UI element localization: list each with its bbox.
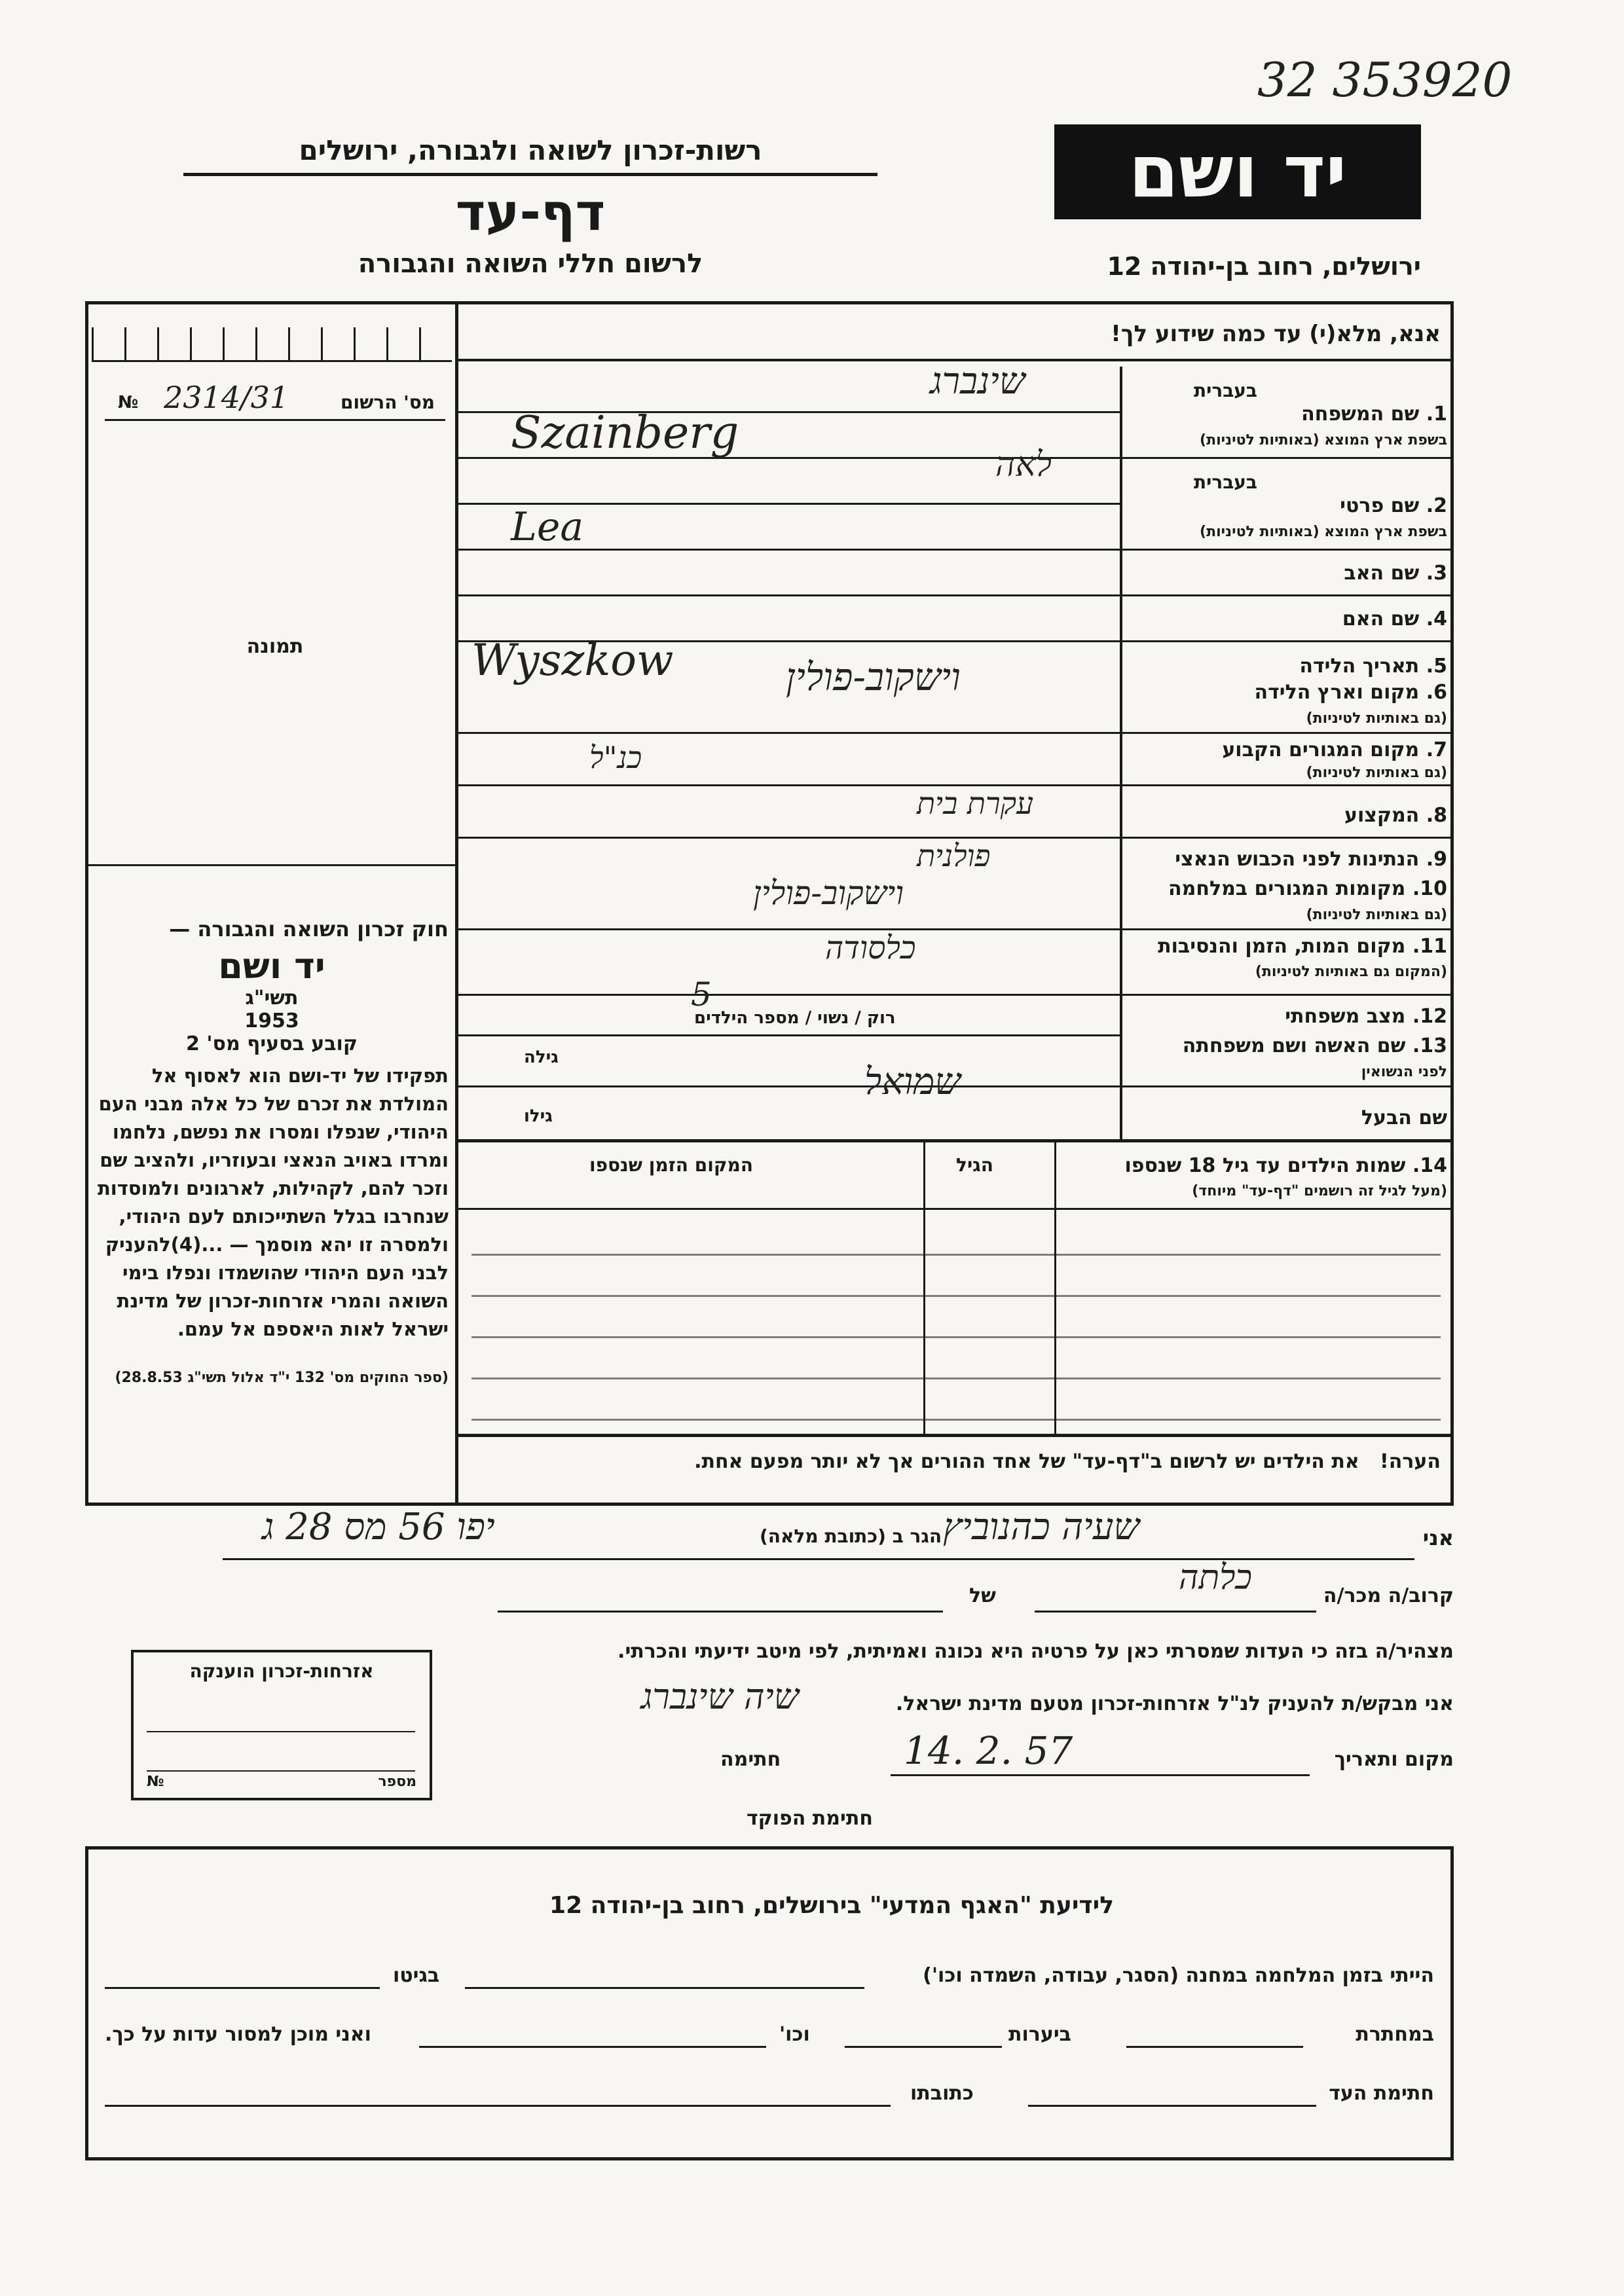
field-6-hebrew-value: וישקוב-פולין bbox=[786, 655, 961, 699]
declaration-relative-label: קרוב/ה מכר/ה bbox=[1323, 1584, 1454, 1607]
declaration-signature-hand: שיה שינברג bbox=[640, 1676, 799, 1717]
field-12-children-count: 5 bbox=[691, 975, 712, 1013]
logo-text: יד ושם bbox=[1128, 130, 1347, 213]
field-6-latin-value: Wyszkow bbox=[471, 635, 674, 685]
field-8 bbox=[458, 786, 1454, 838]
footer-line-1 bbox=[98, 1958, 1441, 2003]
field-8-value: עקרת בית bbox=[917, 786, 1034, 821]
registration-value: 2314/31 bbox=[164, 380, 289, 415]
field-husband-age-label: גילו bbox=[524, 1106, 553, 1126]
children-rows bbox=[471, 1214, 1441, 1424]
field-4-label: 4. שם האם bbox=[1342, 608, 1447, 630]
registration-label: מס' הרשום bbox=[341, 392, 435, 413]
declaration-relation: כלתה bbox=[1179, 1558, 1252, 1597]
field-13-age-label: גילה bbox=[524, 1048, 559, 1067]
field-1-in-hebrew: בעברית bbox=[1193, 380, 1257, 401]
field-7-value: כנ"ל bbox=[589, 740, 642, 775]
registration-underline bbox=[105, 419, 445, 421]
signature-label: חתימה bbox=[720, 1748, 781, 1771]
footer-address: כתובתו bbox=[910, 2082, 974, 2105]
field-12 bbox=[458, 975, 1454, 1034]
children-header: 14. שמות הילדים עד גיל 18 שנספו bbox=[1124, 1154, 1447, 1177]
photo-label: תמונה bbox=[246, 635, 304, 658]
field-6-sub: (גם באותיות לטיניות) bbox=[1306, 710, 1447, 727]
field-13-label: 13. שם האשה ושם משפחתה bbox=[1182, 1034, 1447, 1057]
field-8-label: 8. המקצוע bbox=[1344, 804, 1447, 827]
declaration-date: 14. 2. 57 bbox=[904, 1728, 1073, 1773]
field-1-sub: בשפת ארץ המוצא (באותיות לטיניות) bbox=[1200, 432, 1447, 448]
field-12-label: 12. מצב משפחתי bbox=[1285, 1005, 1447, 1028]
field-2 bbox=[458, 445, 1454, 550]
remark-top-line bbox=[458, 1434, 1454, 1437]
declaration-line-3 bbox=[458, 1728, 1454, 1781]
children-col-age: הגיל bbox=[956, 1154, 993, 1176]
form-title: דף-עד bbox=[455, 183, 606, 242]
declaration-name: שעיה כהנוביץ bbox=[943, 1506, 1140, 1548]
field-13-sub: לפני הנשואין bbox=[1361, 1064, 1447, 1080]
declaration-line-1 bbox=[223, 1506, 1454, 1565]
yad-vashem-logo bbox=[1054, 124, 1421, 219]
field-11-sub: (המקום גם באותיות לטיניות) bbox=[1255, 964, 1447, 980]
declaration-request: אני מבקש/ת להעניק לנ"ל אזרחות-זכרון מטעם מדינת ישראל. bbox=[895, 1692, 1454, 1715]
authority-line: רשות-זכרון לשואה ולגבורה, ירושלים bbox=[183, 134, 877, 176]
field-11-label: 11. מקום המות, הזמן והנסיבות bbox=[1158, 935, 1447, 958]
declaration-of-label: של bbox=[969, 1584, 996, 1607]
form-subtitle: לרשום חללי השואה והגבורה bbox=[358, 249, 703, 279]
field-husband-label: שם הבעל bbox=[1361, 1106, 1447, 1129]
field-10-value: וישקוב-פולין bbox=[753, 874, 904, 912]
remark-text: את הילדים יש לרשום ב"דף-עד" של אחד ההורים אך לא יותר מפעם אחת. bbox=[694, 1450, 1359, 1473]
law-name: יד ושם bbox=[218, 945, 325, 987]
field-10-sub: (גם באותיות לטיניות) bbox=[1306, 907, 1447, 923]
certificate-no: № bbox=[147, 1774, 164, 1790]
field-1-hebrew-value: שינברג bbox=[930, 360, 1025, 403]
footer-underground: במחתרת bbox=[1356, 2023, 1434, 2046]
field-7 bbox=[458, 733, 1454, 786]
field-12-options: רוק / נשוי / מספר הילדים bbox=[694, 1008, 896, 1028]
declaration-line-4 bbox=[458, 1787, 917, 1840]
field-2-label: 2. שם פרטי bbox=[1340, 494, 1447, 517]
declaration-address: יפו 56 מס 28 ג bbox=[262, 1506, 495, 1548]
law-year-heb: תשי"ג bbox=[245, 987, 299, 1010]
field-9-value: פולנית bbox=[917, 838, 991, 873]
field-5-label: 5. תאריך הלידה bbox=[1299, 655, 1447, 678]
footer-witness-signature: חתימת העד bbox=[1329, 2082, 1434, 2105]
field-9-label: 9. הנתינות לפני הכבוש הנאצי bbox=[1175, 848, 1447, 871]
footer-title: לידיעת "האגף המדעי" בירושלים, רחוב בן-יהודה 12 bbox=[549, 1892, 1114, 1919]
field-11-value: כלסודה bbox=[825, 930, 916, 966]
children-note: (מעל לגיל זה רושמים "דף-עד" מיוחד) bbox=[1192, 1183, 1447, 1199]
footer-line1-text: הייתי בזמן המלחמה במחנה (הסגר, עבודה, השמדה וכו') bbox=[923, 1964, 1434, 1987]
remark bbox=[465, 1450, 1441, 1473]
law-section: קובע בסעיף מס' 2 bbox=[186, 1032, 358, 1055]
field-3-label: 3. שם האב bbox=[1344, 562, 1447, 585]
photo-area-bottom bbox=[85, 864, 458, 866]
field-10-label: 10. מקומות המגורים במלחמה bbox=[1168, 877, 1447, 900]
law-year: 1953 bbox=[244, 1010, 299, 1032]
footer-line-2 bbox=[98, 2016, 1441, 2062]
law-body: תפקידו של יד-ושם הוא לאסוף אל המולדת את זכרם של כל אלה מבני העם היהודי, שנפלו ומסרו את נפשם, נלחמו ומרדו באויב הנאצי ובעוזריו, ולהציב שם וזכר להם, לקהילות, לארגונים ולמוסדות שנחרבו בגלל השתייכותם לעם היהודי, ולמסרה זו יהא מוסמך — ...(4)להעניק לבני העם היהודי שהושמדו ונפלו בימי השואה והמרי אזרחות-זכרון של מדינת ישראל לאות היאספם אל עמם. bbox=[97, 1065, 449, 1340]
registration-row bbox=[92, 380, 452, 419]
field-7-sub: (גם באותיות לטיניות) bbox=[1306, 765, 1447, 781]
footer-line-3 bbox=[98, 2075, 1441, 2121]
field-husband-value: שמואל bbox=[864, 1061, 961, 1103]
registration-ticks bbox=[92, 327, 452, 362]
law-title: חוק זכרון השואה והגבורה — bbox=[169, 917, 449, 941]
declaration-resident-label: הגר ב (כתובת מלאה) bbox=[760, 1525, 942, 1547]
footer-forests: ביערות bbox=[1008, 2023, 1071, 2046]
official-signature-label: חתימת הפוקד bbox=[747, 1807, 873, 1830]
footer-willing: ואני מוכן למסור עדות על כך. bbox=[105, 2023, 371, 2046]
certificate-number-label: מספר bbox=[378, 1774, 416, 1790]
footer-etc: וכו' bbox=[779, 2023, 810, 2046]
field-2-sub: בשפת ארץ המוצא (באותיות לטיניות) bbox=[1200, 524, 1447, 540]
field-9 bbox=[458, 838, 1454, 877]
law-box bbox=[95, 917, 449, 1386]
field-1-label: 1. שם המשפחה bbox=[1301, 403, 1447, 426]
field-2-hebrew-value: לאה bbox=[995, 445, 1052, 484]
fields-table bbox=[458, 360, 1454, 1139]
remark-label: הערה! bbox=[1380, 1450, 1441, 1473]
place-date-label: מקום ותאריך bbox=[1334, 1748, 1454, 1771]
children-section bbox=[458, 1142, 1454, 1434]
certificate-box bbox=[131, 1650, 432, 1800]
field-7-label: 7. מקום המגורים הקבוע bbox=[1222, 738, 1447, 761]
field-2-in-hebrew: בעברית bbox=[1193, 471, 1257, 493]
law-citation: (ספר החוקים מס' 132 י"ד אלול תשי"ג 28.8.53) bbox=[115, 1370, 449, 1386]
field-1 bbox=[458, 360, 1454, 459]
declaration-i-label: אני bbox=[1422, 1525, 1454, 1550]
field-6-label: 6. מקום וארץ הלידה bbox=[1254, 681, 1447, 704]
registration-no-prefix: № bbox=[118, 393, 139, 412]
field-11 bbox=[458, 930, 1454, 995]
field-3 bbox=[458, 550, 1454, 596]
certificate-title: אזרחות-זכרון הוענקה bbox=[189, 1660, 374, 1682]
declaration-line-2 bbox=[458, 1558, 1454, 1624]
field-10 bbox=[458, 874, 1454, 930]
form-instruction: אנא, מלא(י) עד כמה שידוע לך! bbox=[1111, 321, 1441, 347]
field-1-latin-value: Szainberg bbox=[511, 407, 739, 459]
field-2-latin-value: Lea bbox=[511, 504, 584, 550]
declaration-statement: מצהיר/ה בזה כי העדות שמסרתי כאן על פרטיה היא נכונה ואמיתית, לפי מיטב ידיעתי והכרתי. bbox=[618, 1640, 1454, 1663]
footer-line1-ghetto: בגיטו bbox=[393, 1964, 440, 1987]
archive-number: 32 353920 bbox=[1257, 52, 1513, 107]
children-col-place: המקום הזמן שנספו bbox=[589, 1154, 754, 1176]
address: ירושלים, רחוב בן-יהודה 12 bbox=[1107, 252, 1421, 281]
